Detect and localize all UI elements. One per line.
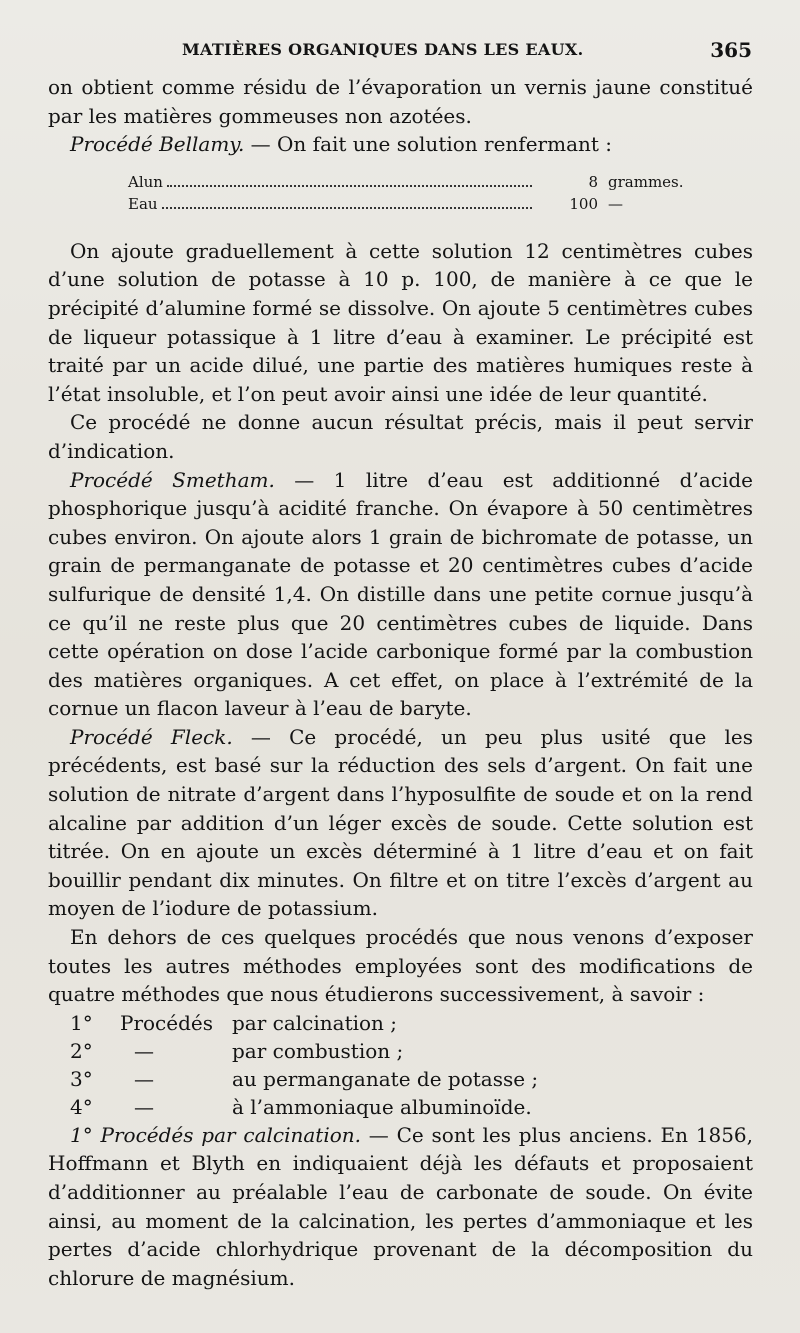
page-header — [70, 40, 760, 64]
fleck-title: Procédé Fleck. — [70, 724, 233, 749]
dot-leader — [162, 207, 532, 209]
list-item — [48, 1037, 753, 1065]
list-number: 3° — [70, 1066, 93, 1091]
formula-unit: grammes. — [608, 172, 684, 191]
paragraph-bellamy-method: On ajoute graduellement à cette solution 12 centimètres cubes d’une solution de potasse à 10 p. 100, de manière à ce que le précipité d’alumine formé se dissolve. On ajoute 5 centimètres cubes de liqueur potassique à 1 litre d’eau à examiner. Le précipité est traité par un acide dilué, une partie des matières humiques reste à l’état insoluble, et l’on peut avoir ainsi une idée de leur quantité. — [48, 238, 753, 406]
methods-list — [48, 1009, 753, 1121]
fleck-text: — Ce procédé, un peu plus usité que les précédents, est basé sur la réduction des sels d’argent. On fait une solution de nitrate d’argent dans l’hyposulfite de soude et on la rend alcaline par addition d’un léger excès de soude. Cette solution est titrée. On en ajoute un excès déterminé à 1 litre d’eau et on fait bouillir pendant dix minutes. On filtre et on titre l’excès d’argent au moyen de l’iodure de potassium. — [48, 724, 753, 921]
list-number: 2° — [70, 1038, 93, 1063]
list-number: 4° — [70, 1094, 93, 1119]
page-body — [48, 73, 753, 1292]
list-label: à l’ammoniaque albuminoïde. — [232, 1094, 532, 1119]
formula-table — [128, 171, 688, 215]
list-item — [48, 1093, 753, 1121]
formula-row — [128, 193, 688, 215]
paragraph-calcination — [48, 1121, 753, 1293]
calcination-text: — Ce sont les plus anciens. En 1856, Hoffmann et Blyth en indiquaient déjà les défauts et proposaient d’additionner au préalable l’eau de carbonate de soude. On évite ainsi, au moment de la calcination, les pertes d’ammoniaque et les pertes d’acide chlorhydrique provenant de la décomposition du chlorure de magnésium. — [48, 1122, 753, 1290]
paragraph-methods-intro: En dehors de ces quelques procédés que nous venons d’exposer toutes les autres méthodes employées sont des modifications de quatre méthodes que nous étudierons successivement, à savoir : — [48, 925, 753, 1007]
paragraph-continuation: on obtient comme résidu de l’évaporation un vernis jaune constitué par les matières gommeuses non azotées. — [48, 75, 753, 128]
formula-name: Eau — [128, 194, 158, 213]
paragraph-bellamy — [48, 130, 753, 159]
formula-qty: 100 — [569, 194, 598, 213]
smetham-text: — 1 litre d’eau est additionné d’acide phosphorique jusqu’à acidité franche. On évapore à 50 centimètres cubes environ. On ajoute alors 1 grain de bichromate de potasse, un grain de permanganate de potasse et 20 centimètres cubes d’acide sulfurique de densité 1,4. On distille dans une petite cornue jusqu’à ce qu’il ne reste plus que 20 centimètres cubes de liquide. Dans cette opération on dose l’acide carbonique formé par la combustion des matières organiques. A cet effet, on place à l’extrémité de la cornue un flacon laveur à l’eau de baryte. — [48, 467, 753, 721]
list-label: au permanganate de potasse ; — [232, 1066, 539, 1091]
list-label: par combustion ; — [232, 1038, 404, 1063]
paragraph-fleck — [48, 723, 753, 923]
bellamy-title: Procédé Bellamy. — [70, 132, 245, 157]
paragraph-smetham — [48, 466, 753, 723]
bellamy-intro: — On fait une solution renfermant : — [244, 132, 613, 157]
list-label: par calcination ; — [232, 1010, 398, 1035]
list-item — [48, 1009, 753, 1037]
page-number: 365 — [710, 38, 752, 62]
smetham-title: Procédé Smetham. — [70, 467, 275, 492]
list-lead: — — [134, 1094, 154, 1119]
paragraph-bellamy-note: Ce procédé ne donne aucun résultat précis, mais il peut servir d’indication. — [48, 410, 753, 463]
formula-name: Alun — [128, 172, 163, 191]
formula-qty: 8 — [588, 172, 598, 191]
formula-row — [128, 171, 688, 193]
formula-unit: — — [608, 194, 623, 213]
calcination-title: 1° Procédés par calcination. — [70, 1122, 362, 1147]
list-lead: — — [134, 1066, 154, 1091]
list-lead: — — [134, 1038, 154, 1063]
list-number: 1° — [70, 1010, 93, 1035]
list-lead: Procédés — [120, 1010, 213, 1035]
list-item — [48, 1065, 753, 1093]
dot-leader — [167, 185, 532, 187]
running-head: MATIÈRES ORGANIQUES DANS LES EAUX. — [182, 40, 584, 59]
